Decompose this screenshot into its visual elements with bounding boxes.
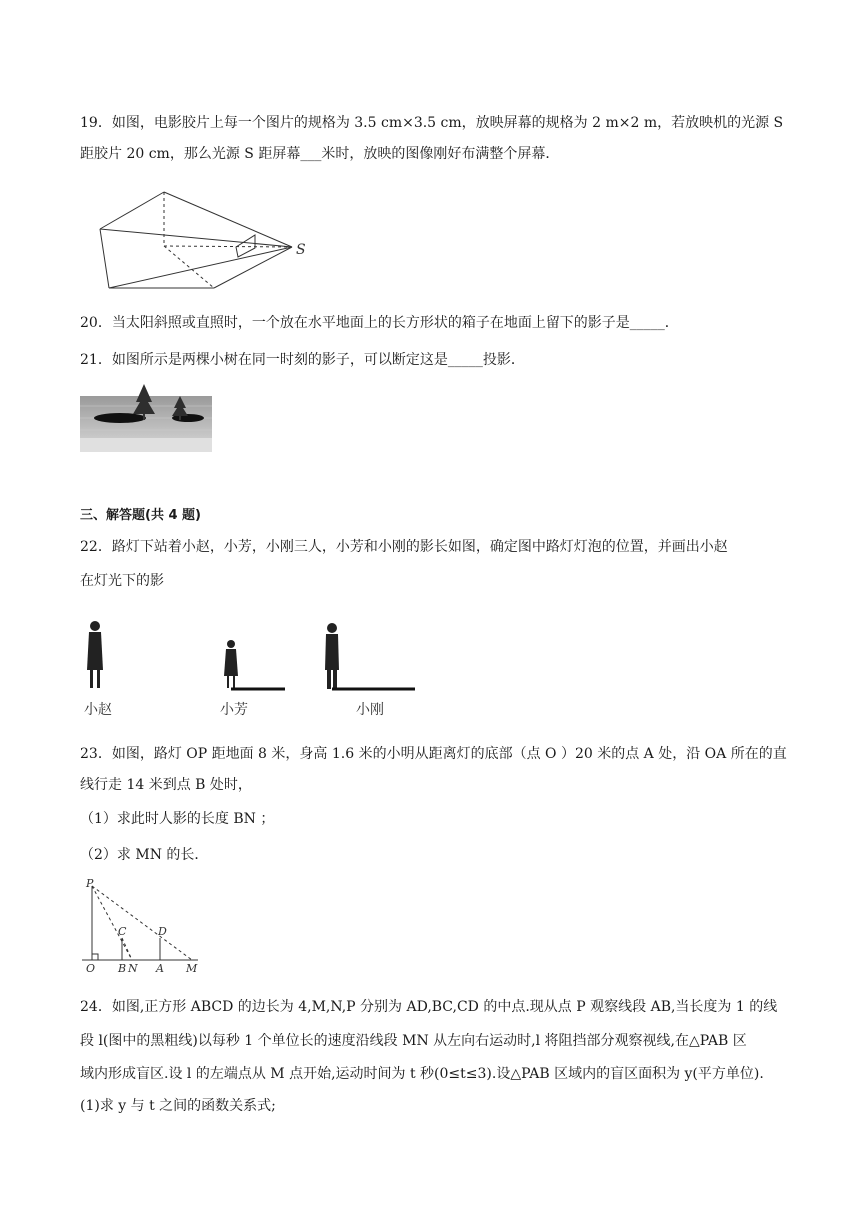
ground-front xyxy=(80,438,212,452)
q22-line-2: 在灯光下的影 xyxy=(80,573,164,589)
ray-top xyxy=(164,192,292,247)
label-b: B xyxy=(118,962,127,975)
q24-line-3: 域内形成盲区.设 l 的左端点从 M 点开始,运动时间为 t 秒(0≤t≤3).设△PAB 区域内的盲区面积为 y(平方单位). xyxy=(80,1066,764,1082)
label-p: P xyxy=(86,877,94,890)
projector-figure xyxy=(92,186,322,292)
label-d: D xyxy=(158,925,167,938)
label-m: M xyxy=(186,962,198,975)
film-frame xyxy=(236,235,255,257)
label-a: A xyxy=(156,962,164,975)
q24-line-1: 24．如图,正方形 ABCD 的边长为 4,M,N,P 分别为 AD,BC,CD 的中点.现从点 P 观察线段 AB,当长度为 1 的线 xyxy=(80,999,778,1015)
q24-line-2: 段 l(图中的黑粗线)以每秒 1 个单位长的速度沿线段 MN 从左向右运动时,l 将阻挡部分观察视线,在△PAB 区 xyxy=(80,1033,747,1049)
label-o: O xyxy=(86,962,96,975)
ray-bottom xyxy=(109,247,292,288)
q19-line-2: 距胶片 20 cm，那么光源 S 距屏幕___米时，放映的图像刚好布满整个屏幕． xyxy=(80,146,560,162)
q22-line-1: 22．路灯下站着小赵，小芳，小刚三人，小芳和小刚的影长如图，确定图中路灯灯泡的位置，并画出小赵 xyxy=(80,539,728,555)
q20-line-1: 20．当太阳斜照或直照时，一个放在水平地面上的长方形状的箱子在地面上留下的影子是_____． xyxy=(80,315,679,331)
q21-line-1: 21．如图所示是两棵小树在同一时刻的影子，可以断定这是_____投影． xyxy=(80,352,525,368)
right-angle-mark xyxy=(92,954,98,960)
q23-line-2: 线行走 14 米到点 B 处时， xyxy=(80,777,252,793)
person-xiaozhao xyxy=(87,621,103,688)
q23-part-2: （2）求 MN 的长． xyxy=(80,847,209,863)
q23-line-1: 23．如图，路灯 OP 距地面 8 米，身高 1.6 米的小明从距离灯的底部（点 O ）20 米的点 A 处，沿 OA 所在的直 xyxy=(80,746,787,762)
shadow-left xyxy=(94,413,146,423)
streetlight-figure xyxy=(80,874,204,978)
people-figure xyxy=(78,612,418,722)
q19-line-1: 19．如图，电影胶片上每一个图片的规格为 3.5 cm×3.5 cm，放映屏幕的规格为 2 m×2 m，若放映机的光源 S xyxy=(80,115,784,131)
screen-left-edge xyxy=(100,229,109,288)
trees-shadow-figure xyxy=(80,378,212,452)
shadow-line-c xyxy=(122,938,132,960)
caption-xiaofang: 小芳 xyxy=(220,702,248,718)
q23-part-1: （1）求此时人影的长度 BN ； xyxy=(80,811,275,827)
label-c: C xyxy=(118,925,127,938)
q24-part-1: (1)求 y 与 t 之间的函数关系式; xyxy=(80,1098,276,1114)
caption-xiaozhao: 小赵 xyxy=(84,702,112,718)
hidden-ray xyxy=(164,246,292,247)
caption-xiaogang: 小刚 xyxy=(356,702,384,718)
person-xiaogang xyxy=(325,623,339,689)
ray-left xyxy=(100,229,292,247)
label-n: N xyxy=(128,962,138,975)
screen-top-left-edge xyxy=(100,192,164,229)
hidden-edge-2 xyxy=(164,246,214,288)
ray-to-n xyxy=(92,886,132,960)
label-s: S xyxy=(296,242,306,258)
ray-bottom-right xyxy=(214,247,292,288)
ray-to-m xyxy=(92,886,192,960)
section-3-heading: 三、解答题(共 4 题) xyxy=(80,508,201,523)
person-xiaofang xyxy=(224,640,238,688)
